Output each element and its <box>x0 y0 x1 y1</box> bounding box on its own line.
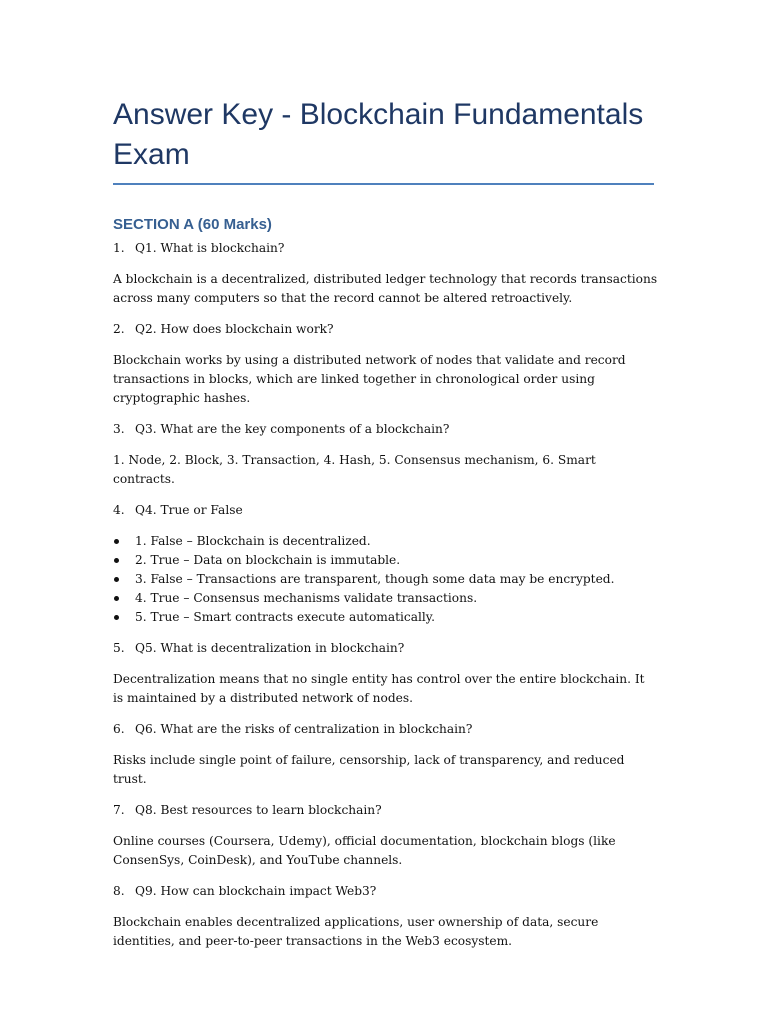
page-title: Answer Key - Blockchain Fundamentals Exam <box>113 98 644 171</box>
bullet-icon <box>113 608 135 627</box>
question-text: Q1. What is blockchain? <box>135 241 285 255</box>
question-3 <box>113 420 658 439</box>
question-number: 8. <box>113 884 125 898</box>
question-6 <box>113 720 658 739</box>
question-text: Q9. How can blockchain impact Web3? <box>135 884 377 898</box>
question-number: 5. <box>113 641 125 655</box>
list-item-text: 3. False – Transactions are transparent, though some data may be encrypted. <box>135 572 615 586</box>
question-5 <box>113 639 658 658</box>
answer-8: Blockchain enables decentralized applications, user ownership of data, secure identities, and peer-to-peer transactions in the Web3 ecosystem. <box>113 915 599 948</box>
bullet-icon <box>113 570 135 589</box>
bullet-icon <box>113 532 135 551</box>
list-item <box>113 608 658 627</box>
question-number: 7. <box>113 803 125 817</box>
question-7 <box>113 801 658 820</box>
question-text: Q6. What are the risks of centralization in blockchain? <box>135 722 473 736</box>
answer-5: Decentralization means that no single entity has control over the entire blockchain. It is maintained by a distributed network of nodes. <box>113 672 645 705</box>
section-heading: SECTION A (60 Marks) <box>113 216 272 233</box>
answer-7: Online courses (Coursera, Udemy), official documentation, blockchain blogs (like ConsenSys, CoinDesk), and YouTube channels. <box>113 834 616 867</box>
answer-6: Risks include single point of failure, censorship, lack of transparency, and reduced trust. <box>113 753 625 786</box>
answer-4-list <box>113 532 658 627</box>
question-number: 3. <box>113 422 125 436</box>
question-number: 4. <box>113 503 125 517</box>
question-1 <box>113 239 658 258</box>
question-text: Q5. What is decentralization in blockchain? <box>135 641 405 655</box>
list-item <box>113 570 658 589</box>
question-4 <box>113 501 658 520</box>
document-page <box>113 95 658 963</box>
question-number: 1. <box>113 241 125 255</box>
question-text: Q8. Best resources to learn blockchain? <box>135 803 382 817</box>
list-item <box>113 589 658 608</box>
answer-1: A blockchain is a decentralized, distributed ledger technology that records transactions across many computers so that the record cannot be altered retroactively. <box>113 272 658 305</box>
bullet-icon <box>113 551 135 570</box>
question-8 <box>113 882 658 901</box>
answer-2: Blockchain works by using a distributed network of nodes that validate and record transactions in blocks, which are linked together in chronological order using cryptographic hashes. <box>113 353 626 405</box>
list-item-text: 2. True – Data on blockchain is immutable. <box>135 553 401 567</box>
list-item <box>113 532 658 551</box>
question-number: 6. <box>113 722 125 736</box>
question-text: Q2. How does blockchain work? <box>135 322 334 336</box>
question-number: 2. <box>113 322 125 336</box>
list-item <box>113 551 658 570</box>
list-item-text: 1. False – Blockchain is decentralized. <box>135 534 371 548</box>
question-text: Q3. What are the key components of a blockchain? <box>135 422 450 436</box>
answer-3: 1. Node, 2. Block, 3. Transaction, 4. Hash, 5. Consensus mechanism, 6. Smart contracts. <box>113 453 596 486</box>
bullet-icon <box>113 589 135 608</box>
question-text: Q4. True or False <box>135 503 243 517</box>
title-divider <box>113 183 654 185</box>
question-2 <box>113 320 658 339</box>
list-item-text: 4. True – Consensus mechanisms validate transactions. <box>135 591 478 605</box>
list-item-text: 5. True – Smart contracts execute automatically. <box>135 610 435 624</box>
